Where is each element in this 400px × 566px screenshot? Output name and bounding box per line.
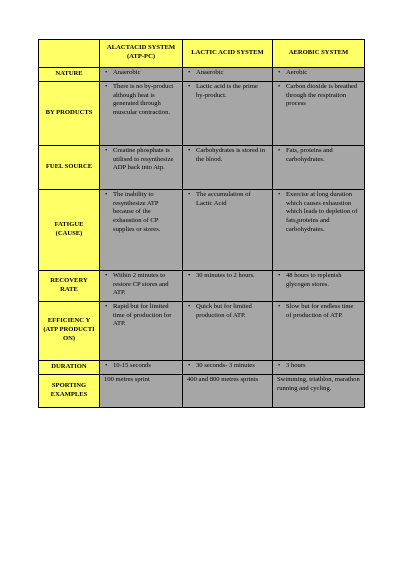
bullet-item: • Rapid but for limited time of production for ATP. [113, 303, 178, 329]
column-header-lactic-acid: LACTIC ACID SYSTEM [183, 40, 273, 68]
bullet-item: • 3 hours [286, 362, 360, 371]
bullet-item: • 10-15 seconds [113, 362, 178, 371]
row-header-recovery-rate: RECOVERY RATE [39, 271, 100, 302]
table-cell [183, 190, 273, 271]
bullet-item: • The inability to resynthesize ATP because of the exhaustion of CP supplies or stores. [113, 191, 178, 235]
table-cell [183, 361, 273, 375]
header-row [39, 40, 365, 68]
corner-cell [39, 40, 100, 68]
column-header-aerobic: AEROBIC SYSTEM [273, 40, 365, 68]
row-header-nature: NATURE [39, 68, 100, 82]
table-cell [273, 361, 365, 375]
bullet-item: • Creatine phosphate is utilised to resynthesize ADP back into Atp. [113, 147, 178, 173]
table-cell [183, 302, 273, 361]
table-cell [100, 190, 183, 271]
table-row [39, 190, 365, 271]
table-cell: Swimming, triathlon, marathon running and cycling. [273, 375, 365, 408]
table-cell [100, 82, 183, 146]
table-row [39, 271, 365, 302]
bullet-item: • Within 2 minutes to restore CP stores and ATP. [113, 272, 178, 298]
bullet-item: • Anaerobic [113, 69, 178, 78]
table-cell [183, 68, 273, 82]
table-row [39, 302, 365, 361]
row-header-duration: DURATION [39, 361, 100, 375]
row-header-efficiency: EFFICIENC Y (ATP PRODUCTI ON) [39, 302, 100, 361]
bullet-item: • Exercise at long duration which causes exhaustion which leads to depletion of fats,proteins and carbohydrates. [286, 191, 360, 235]
row-header-sporting-examples: SPORTING EXAMPLES [39, 375, 100, 408]
bullet-item: • Slow but for endless time of production of ATP. [286, 303, 360, 320]
table-cell [100, 271, 183, 302]
table-row [39, 146, 365, 190]
table-row [39, 375, 365, 408]
bullet-item: • 48 hours to replenish glycogen stores. [286, 272, 360, 289]
bullet-item: • The accumulation of Lactic Acid [196, 191, 268, 208]
column-header-alactacid: ALACTACID SYSTEM (ATP-PC) [100, 40, 183, 68]
table-cell [273, 68, 365, 82]
table-cell [100, 146, 183, 190]
row-header-fatigue: FATIGUE (CAUSE) [39, 190, 100, 271]
row-header-fuel-source: FUEL SOURCE [39, 146, 100, 190]
table-row [39, 68, 365, 82]
table-cell [273, 190, 365, 271]
bullet-item: • 30 seconds- 3 minutes [196, 362, 268, 371]
table-cell [273, 82, 365, 146]
table-cell [183, 271, 273, 302]
table-cell [100, 68, 183, 82]
bullet-item: • Lactic acid is the prime by-product. [196, 83, 268, 100]
table-cell [273, 271, 365, 302]
bullet-item: • Anaerobic [196, 69, 268, 78]
table-cell: 400 and 800 metres sprints [183, 375, 273, 408]
bullet-item: • Aerobic [286, 69, 360, 78]
bullet-item: • Quick but for limited production of ATP. [196, 303, 268, 320]
bullet-item: • There is no by-product although heat is generated through muscular contraction. [113, 83, 178, 118]
table-cell [100, 361, 183, 375]
bullet-item: • Fats, proteins and carbohydrates. [286, 147, 360, 164]
row-header-by-products: BY PRODUCTS [39, 82, 100, 146]
table-row [39, 82, 365, 146]
energy-systems-table [38, 39, 365, 408]
table-cell [183, 146, 273, 190]
table-cell: 100 metres sprint [100, 375, 183, 408]
table-row [39, 361, 365, 375]
bullet-item: • Carbohydrates is stored in the blood. [196, 147, 268, 164]
table-cell [100, 302, 183, 361]
table-cell [183, 82, 273, 146]
bullet-item: • Carbon dioxide is breathed through the respiration process [286, 83, 360, 109]
table-cell [273, 146, 365, 190]
bullet-item: • 30 minutes to 2 hours. [196, 272, 268, 281]
table-cell [273, 302, 365, 361]
